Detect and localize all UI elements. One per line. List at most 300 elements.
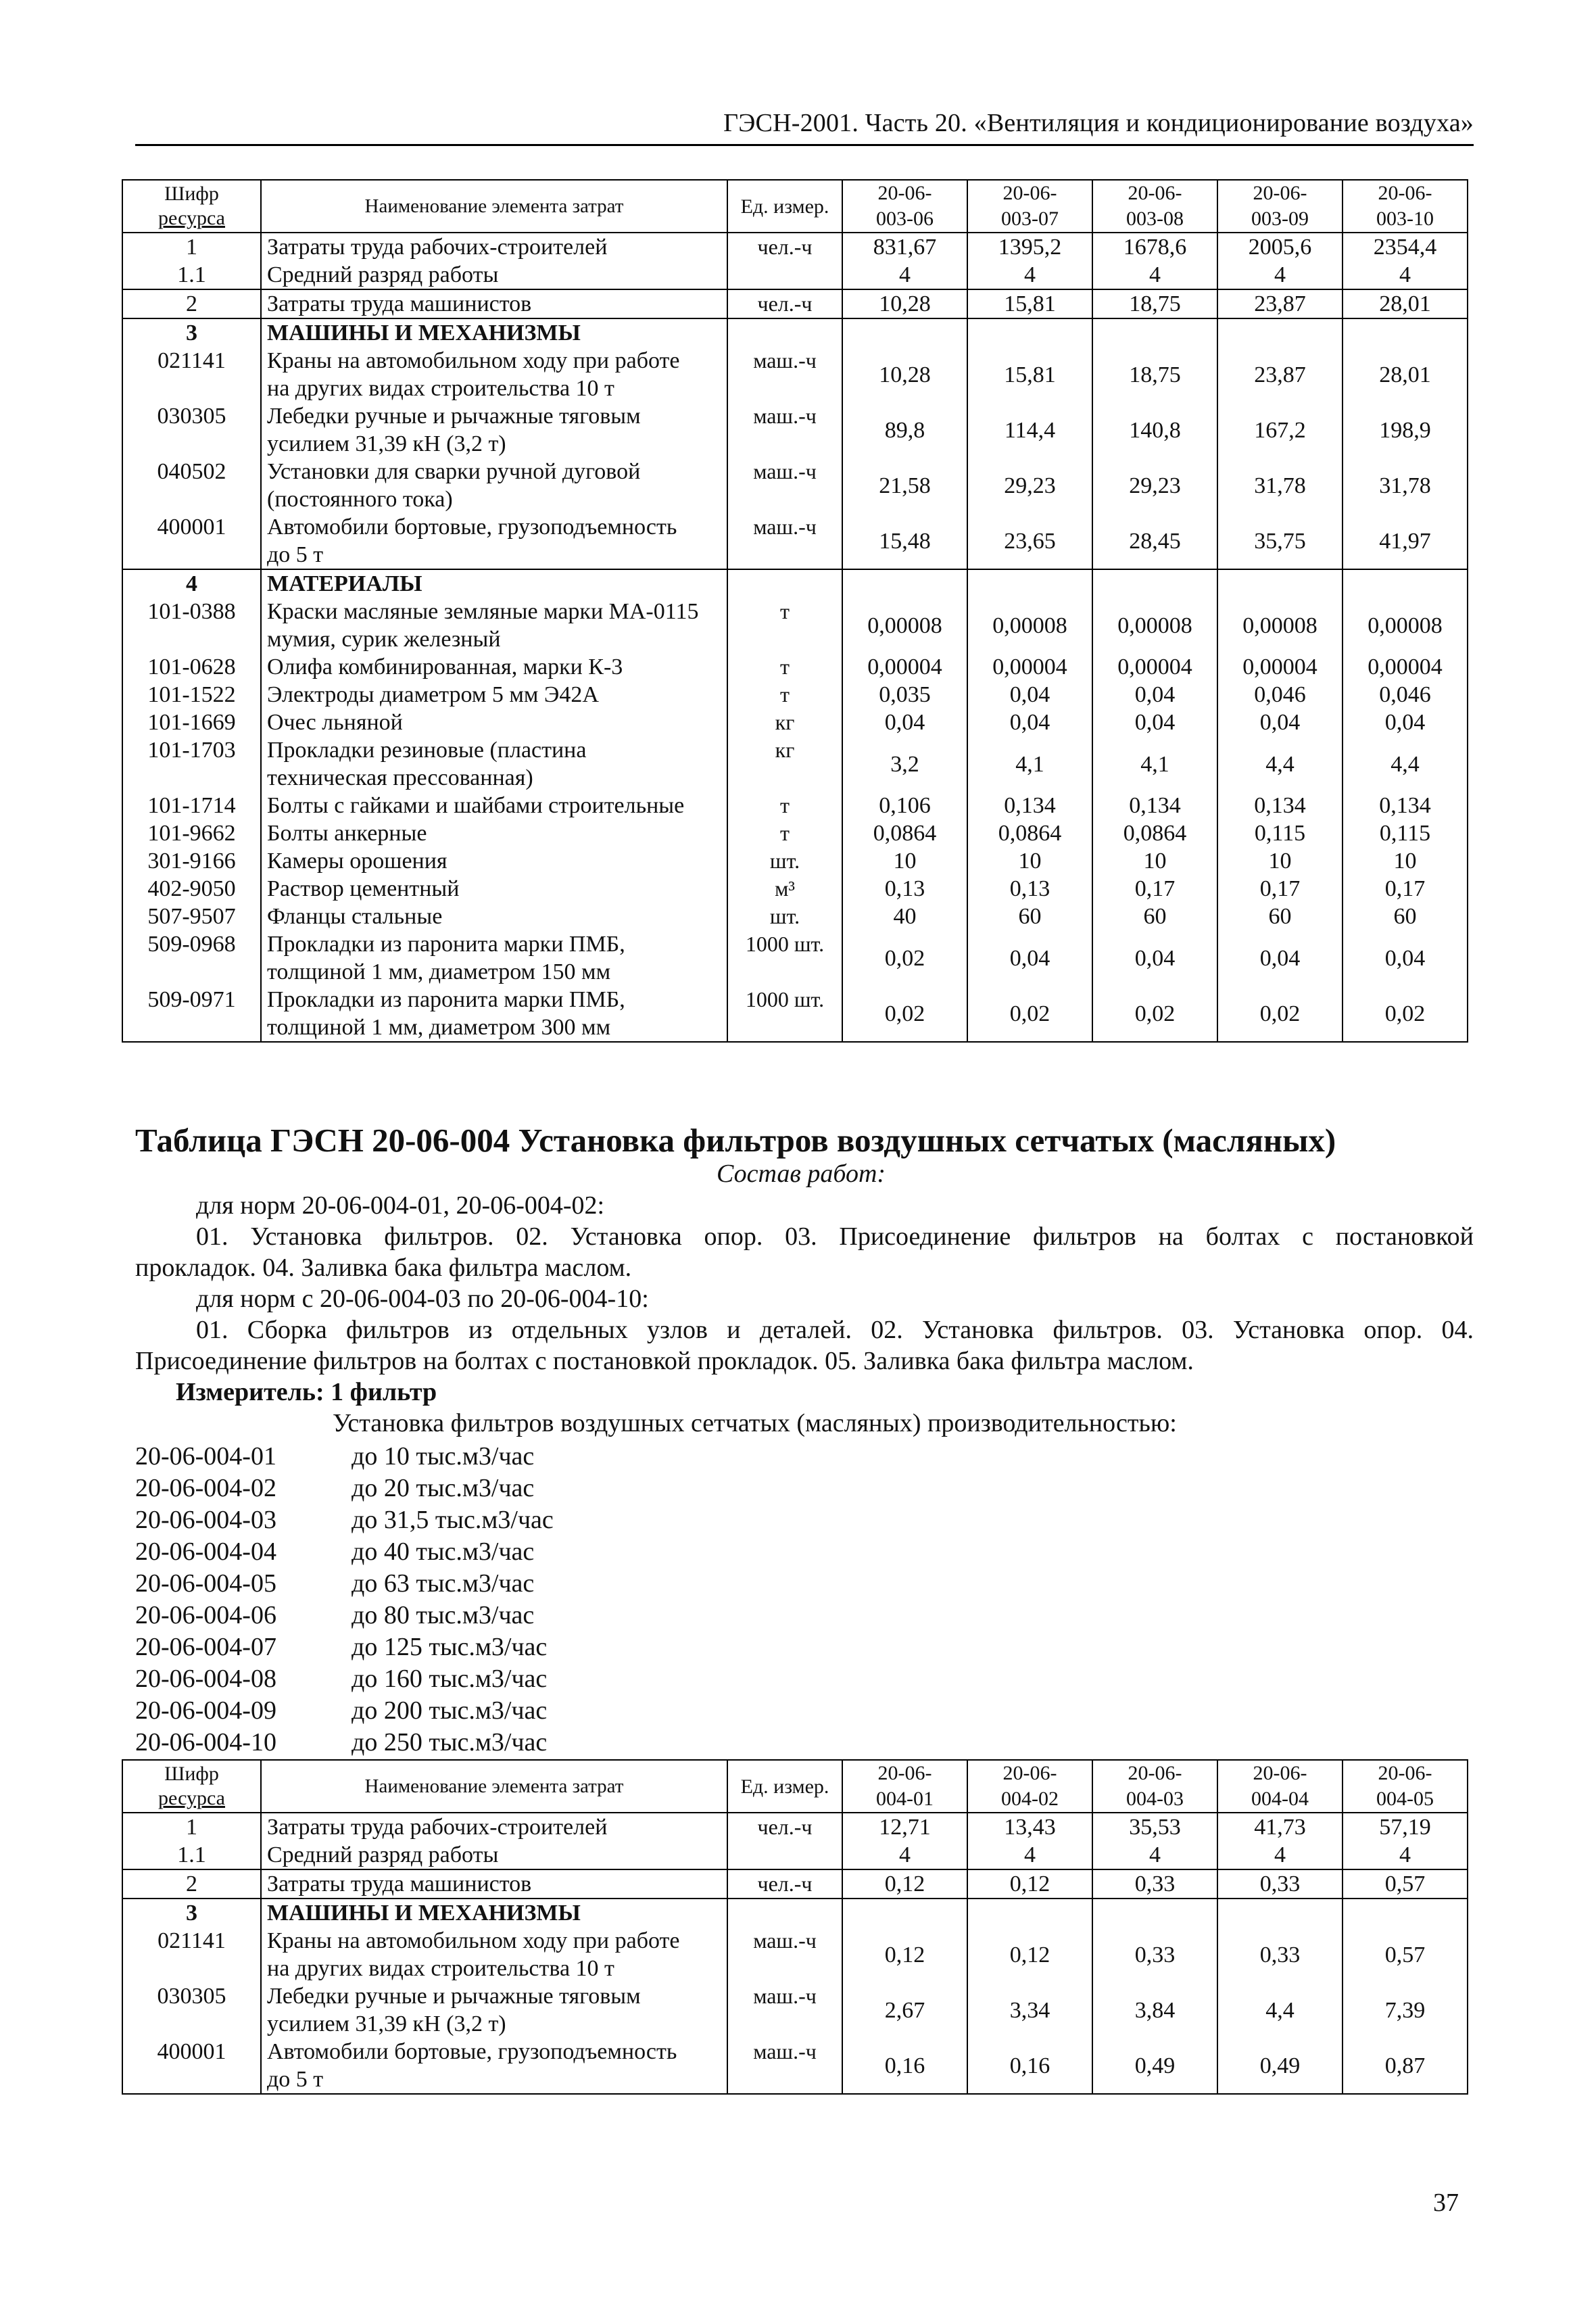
norm-value-cell: 15,81 [967,289,1092,318]
cost-element-name: Затраты труда машинистов [267,1871,532,1896]
cost-element-name: Автомобили бортовые, грузоподъемность [267,2039,677,2064]
header-norm-code-line2: 004-05 [1376,1788,1434,1810]
norm-value-cell: 4,1 [1092,736,1217,792]
table-row [122,458,1468,513]
norm-value-cell: 0,02 [1343,986,1468,1042]
table-row [122,736,1468,792]
norm-value-cell [1343,569,1468,598]
cost-element-name-cell [261,513,727,569]
header-norm-code-line1: 20-06- [1002,182,1057,204]
resource-code-cell: 101-0628 [122,653,261,681]
unit-cell: чел.-ч [727,289,842,318]
norm-value-cell [842,569,967,598]
resource-code-cell: 402-9050 [122,875,261,903]
cost-element-name-cell [261,261,727,289]
norm-value-cell: 3,2 [842,736,967,792]
norm-value-cell: 60 [967,903,1092,930]
norms-group-1-text: 01. Установка фильтров. 02. Установка опор. 03. Присоединение фильтров на болтах с постановкой [196,1222,1474,1251]
cost-element-name: Фланцы стальные [267,904,443,929]
unit-cell [727,1841,842,1869]
norm-code: 20-06-004-04 [135,1537,276,1566]
norm-value-cell: 35,53 [1092,1813,1217,1841]
norm-value-cell: 0,00008 [1092,598,1217,653]
norm-value-cell: 0,33 [1092,1869,1217,1899]
cost-element-name: Болты с гайками и шайбами строительные [267,793,685,818]
resource-code-cell: 021141 [122,347,261,402]
norms-group-2-label: для норм с 20-06-004-03 по 20-06-004-10: [196,1285,649,1313]
unit-cell [727,1899,842,1927]
header-norm-code-line1: 20-06- [1378,182,1432,204]
norm-value-cell: 10 [1092,847,1217,875]
table-row [122,1813,1468,1841]
norm-value-cell: 7,39 [1343,1982,1468,2038]
measure-unit: Измеритель: 1 фильтр [176,1378,437,1406]
norm-value-cell: 0,00008 [1343,598,1468,653]
norm-value-cell: 10 [967,847,1092,875]
norm-value-cell: 60 [1092,903,1217,930]
norm-value-cell: 89,8 [842,402,967,458]
header-cost-element-name: Наименование элемента затрат [261,180,727,233]
norm-value-cell: 0,57 [1343,1869,1468,1899]
cost-element-name-cell [261,347,727,402]
unit-cell: маш.-ч [727,347,842,402]
norms-group-1-label: для норм 20-06-004-01, 20-06-004-02: [196,1191,605,1220]
header-norm-code [1092,180,1217,233]
norm-value-cell [1092,318,1217,347]
norm-value-cell: 0,00008 [842,598,967,653]
resource-code-cell: 507-9507 [122,903,261,930]
norm-value-cell: 10 [842,847,967,875]
cost-element-name-cell [261,569,727,598]
cost-element-name-cell [261,1841,727,1869]
norm-value-cell: 60 [1217,903,1343,930]
norm-value-cell: 0,00004 [1343,653,1468,681]
norm-value-cell: 0,04 [1343,930,1468,986]
resource-code-cell: 400001 [122,2038,261,2094]
norm-value-cell: 0,04 [967,681,1092,709]
unit-cell: 1000 шт. [727,986,842,1042]
norm-value-cell: 2,67 [842,1982,967,2038]
norm-value-cell: 0,035 [842,681,967,709]
norms-intro: Установка фильтров воздушных сетчатых (масляных) производительностью: [333,1409,1177,1437]
norm-value-cell: 140,8 [1092,402,1217,458]
norm-value-cell: 4,1 [967,736,1092,792]
norm-value-cell [1092,1899,1217,1927]
cost-element-name-cell [261,819,727,847]
table-row [122,1841,1468,1869]
page-number: 37 [1433,2189,1459,2217]
cost-element-name-cell [261,709,727,736]
norm-value-cell: 198,9 [1343,402,1468,458]
unit-cell: т [727,653,842,681]
cost-element-name-cont: толщиной 1 мм, диаметром 150 мм [267,959,611,984]
norm-value-cell: 31,78 [1343,458,1468,513]
norm-value-cell: 4 [1343,1841,1468,1869]
norm-value-cell: 0,115 [1217,819,1343,847]
norm-code: 20-06-004-10 [135,1728,276,1757]
cost-element-name-cell [261,736,727,792]
norm-value-cell: 4 [1092,1841,1217,1869]
norm-value-cell: 40 [842,903,967,930]
norm-value-cell: 4 [967,1841,1092,1869]
header-norm-code-line2: 004-02 [1001,1788,1059,1810]
norm-value-cell: 4,4 [1343,736,1468,792]
resource-code-cell: 101-1669 [122,709,261,736]
unit-cell: 1000 шт. [727,930,842,986]
norm-value-cell: 0,87 [1343,2038,1468,2094]
header-norm-code-line1: 20-06- [877,182,932,204]
norm-value-cell: 18,75 [1092,289,1217,318]
norm-value-cell: 0,33 [1217,1869,1343,1899]
cost-element-name-cont: до 5 т [267,542,324,567]
norm-value-cell: 0,106 [842,792,967,819]
norm-value-cell: 0,115 [1343,819,1468,847]
table-row [122,2038,1468,2094]
norm-value-cell: 57,19 [1343,1813,1468,1841]
table-row [122,792,1468,819]
norm-value-cell [1092,569,1217,598]
resource-code-cell: 101-1522 [122,681,261,709]
norm-value-cell: 0,00004 [1092,653,1217,681]
norm-description: до 160 тыс.м3/час [352,1665,548,1693]
norms-group-2-text: 01. Сборка фильтров из отдельных узлов и деталей. 02. Установка фильтров. 03. Установка опор. 04. [196,1316,1474,1344]
table-row [122,402,1468,458]
cost-element-name: Болты анкерные [267,821,427,846]
norm-value-cell: 0,00008 [967,598,1092,653]
norm-value-cell: 4 [842,1841,967,1869]
table-row [122,986,1468,1042]
norm-description: до 80 тыс.м3/час [352,1601,535,1629]
cost-element-name-cont: до 5 т [267,2067,324,2092]
norm-value-cell: 60 [1343,903,1468,930]
table-row [122,513,1468,569]
cost-element-name-cell [261,875,727,903]
norm-value-cell: 0,02 [1092,986,1217,1042]
table-header-row [122,1760,1468,1813]
norm-value-cell: 4,4 [1217,1982,1343,2038]
norm-value-cell: 0,0864 [1092,819,1217,847]
header-norm-code-line1: 20-06- [1253,182,1307,204]
norm-value-cell: 0,04 [1092,681,1217,709]
table-row [122,1982,1468,2038]
norm-value-cell: 15,81 [967,347,1092,402]
resource-code-cell: 4 [122,569,261,598]
unit-cell: т [727,792,842,819]
norm-value-cell: 0,12 [967,1869,1092,1899]
header-code-line2: ресурса [158,1787,225,1809]
norm-value-cell: 1678,6 [1092,233,1217,261]
norm-value-cell [1217,569,1343,598]
cost-element-name-cell [261,847,727,875]
norm-value-cell: 0,04 [1217,709,1343,736]
norm-value-cell: 28,01 [1343,347,1468,402]
cost-element-name-cont: на других видах строительства 10 т [267,1956,614,1981]
header-norm-code [842,1760,967,1813]
norm-value-cell: 0,17 [1217,875,1343,903]
unit-cell: шт. [727,903,842,930]
norm-value-cell: 10,28 [842,289,967,318]
norm-value-cell: 12,71 [842,1813,967,1841]
norm-value-cell: 2005,6 [1217,233,1343,261]
table-row [122,289,1468,318]
resource-code-cell: 030305 [122,402,261,458]
norm-value-cell: 4 [842,261,967,289]
cost-element-name-cell [261,1813,727,1841]
resource-code-cell: 101-1714 [122,792,261,819]
cost-element-name-cell [261,653,727,681]
norm-value-cell: 0,00004 [842,653,967,681]
norm-value-cell: 23,65 [967,513,1092,569]
norm-value-cell: 0,33 [1217,1927,1343,1982]
cost-element-name-cell [261,402,727,458]
resource-code-cell: 3 [122,318,261,347]
norm-description: до 200 тыс.м3/час [352,1696,548,1725]
resource-code-cell: 101-9662 [122,819,261,847]
norm-description: до 31,5 тыс.м3/час [352,1506,554,1534]
norm-description: до 63 тыс.м3/час [352,1569,535,1598]
unit-cell [727,261,842,289]
unit-cell: т [727,819,842,847]
norm-value-cell: 23,87 [1217,347,1343,402]
resource-code-cell: 021141 [122,1927,261,1982]
header-code-line1: Шифр [164,183,219,205]
norm-value-cell [967,569,1092,598]
norm-value-cell: 0,13 [967,875,1092,903]
cost-element-name-cell [261,318,727,347]
header-norm-code [1217,1760,1343,1813]
unit-cell [727,569,842,598]
norm-value-cell [1343,1899,1468,1927]
norm-description: до 20 тыс.м3/час [352,1474,535,1502]
cost-element-name-cell [261,986,727,1042]
norm-value-cell: 0,04 [1092,709,1217,736]
norm-value-cell: 0,04 [967,709,1092,736]
cost-element-name-cell [261,1899,727,1927]
norm-value-cell: 0,046 [1217,681,1343,709]
header-norm-code [1217,180,1343,233]
header-norm-code-line2: 003-07 [1001,208,1059,230]
cost-element-name: Электроды диаметром 5 мм Э42А [267,682,599,707]
unit-cell: маш.-ч [727,1982,842,2038]
norm-value-cell [1217,1899,1343,1927]
header-norm-code-line1: 20-06- [1128,1762,1182,1784]
norm-description: до 125 тыс.м3/час [352,1633,548,1661]
norm-value-cell: 0,0864 [842,819,967,847]
norm-value-cell: 23,87 [1217,289,1343,318]
cost-element-name: Очес льняной [267,710,403,735]
unit-cell: т [727,598,842,653]
norm-value-cell: 2354,4 [1343,233,1468,261]
header-norm-code-line2: 004-01 [876,1788,934,1810]
cost-element-name-cell [261,2038,727,2094]
header-norm-code-line1: 20-06- [1002,1762,1057,1784]
table-row [122,1927,1468,1982]
resource-code-cell: 040502 [122,458,261,513]
norm-value-cell: 0,00004 [967,653,1092,681]
table-row [122,819,1468,847]
cost-element-name: Лебедки ручные и рычажные тяговым [267,404,641,429]
norm-value-cell: 0,134 [967,792,1092,819]
header-norm-code [967,180,1092,233]
header-resource-code [122,180,261,233]
norm-description: до 10 тыс.м3/час [352,1442,535,1471]
header-norm-code-line1: 20-06- [1378,1762,1432,1784]
norm-value-cell: 0,02 [1217,986,1343,1042]
cost-element-name: МАШИНЫ И МЕХАНИЗМЫ [267,1901,581,1926]
header-unit: Ед. измер. [727,180,842,233]
cost-element-name-cont: усилием 31,39 кН (3,2 т) [267,2011,506,2036]
cost-element-name: Средний разряд работы [267,1842,499,1867]
cost-element-name-cont: толщиной 1 мм, диаметром 300 мм [267,1015,611,1040]
norm-value-cell: 0,02 [967,986,1092,1042]
norm-value-cell: 0,12 [842,1869,967,1899]
norm-value-cell: 4 [1343,261,1468,289]
header-unit: Ед. измер. [727,1760,842,1813]
section-title: Таблица ГЭСН 20-06-004 Установка фильтров воздушных сетчатых (масляных) [135,1122,1336,1159]
header-norm-code-line2: 003-06 [876,208,934,230]
cost-element-name: Установки для сварки ручной дуговой [267,459,641,484]
norm-value-cell: 0,0864 [967,819,1092,847]
norm-value-cell: 0,16 [967,2038,1092,2094]
norm-value-cell: 0,12 [842,1927,967,1982]
cost-element-name: Олифа комбинированная, марки К-3 [267,654,623,679]
norm-value-cell: 4 [1092,261,1217,289]
norm-value-cell: 0,57 [1343,1927,1468,1982]
header-code-line1: Шифр [164,1763,219,1785]
header-norm-code-line1: 20-06- [1253,1762,1307,1784]
norm-value-cell: 114,4 [967,402,1092,458]
table-row [122,847,1468,875]
norm-value-cell: 29,23 [1092,458,1217,513]
unit-cell: кг [727,736,842,792]
table-row [122,709,1468,736]
cost-element-name: Краны на автомобильном ходу при работе [267,348,680,373]
cost-element-name-cell [261,930,727,986]
cost-element-name: Камеры орошения [267,849,448,874]
unit-cell: маш.-ч [727,402,842,458]
norm-value-cell [967,1899,1092,1927]
unit-cell: т [727,681,842,709]
norm-value-cell: 4 [1217,261,1343,289]
table-row [122,598,1468,653]
norm-value-cell: 3,34 [967,1982,1092,2038]
cost-element-name: Краски масляные земляные марки МА-0115 [267,599,699,624]
unit-cell: маш.-ч [727,2038,842,2094]
cost-element-name: Лебедки ручные и рычажные тяговым [267,1984,641,2009]
norm-value-cell: 167,2 [1217,402,1343,458]
cost-element-name: Прокладки резиновые (пластина [267,738,587,763]
cost-element-name: Затраты труда рабочих-строителей [267,1815,608,1840]
header-norm-code-line2: 003-09 [1251,208,1309,230]
unit-cell: маш.-ч [727,513,842,569]
norms-group-2-text-cont: Присоединение фильтров на болтах с постановкой прокладок. 05. Заливка бака фильтра маслом. [135,1347,1194,1375]
table-row [122,261,1468,289]
norm-code: 20-06-004-05 [135,1569,276,1598]
norm-value-cell: 3,84 [1092,1982,1217,2038]
norm-value-cell: 0,04 [967,930,1092,986]
norm-value-cell: 0,16 [842,2038,967,2094]
unit-cell: чел.-ч [727,233,842,261]
table-row [122,1899,1468,1927]
table-row [122,318,1468,347]
norm-description: до 250 тыс.м3/час [352,1728,548,1757]
resource-code-cell: 3 [122,1899,261,1927]
cost-element-name-cell [261,289,727,318]
cost-element-name: МАШИНЫ И МЕХАНИЗМЫ [267,320,581,345]
norm-value-cell: 0,02 [842,930,967,986]
cost-element-name-cell [261,458,727,513]
norm-value-cell: 0,17 [1343,875,1468,903]
resource-code-cell: 101-1703 [122,736,261,792]
cost-element-name-cell [261,903,727,930]
resource-code-cell: 400001 [122,513,261,569]
cost-element-name-cont: техническая прессованная) [267,765,533,790]
cost-element-name-cont: (постоянного тока) [267,487,453,512]
header-norm-code-line1: 20-06- [877,1762,932,1784]
norm-value-cell [1343,318,1468,347]
header-norm-code-line2: 004-03 [1126,1788,1184,1810]
norm-code: 20-06-004-08 [135,1665,276,1693]
header-norm-code-line2: 003-10 [1376,208,1434,230]
table-row [122,903,1468,930]
norm-value-cell: 0,00004 [1217,653,1343,681]
table-row [122,569,1468,598]
cost-element-name-cont: мумия, сурик железный [267,627,501,652]
cost-element-name-cell [261,233,727,261]
norm-value-cell: 35,75 [1217,513,1343,569]
resource-code-cell: 509-0968 [122,930,261,986]
norm-value-cell: 0,046 [1343,681,1468,709]
resource-code-cell: 1.1 [122,261,261,289]
norm-value-cell: 0,49 [1217,2038,1343,2094]
resource-code-cell: 2 [122,1869,261,1899]
norm-value-cell: 10 [1343,847,1468,875]
norm-value-cell [1217,318,1343,347]
norm-value-cell: 15,48 [842,513,967,569]
header-norm-code-line1: 20-06- [1128,182,1182,204]
resource-code-cell: 301-9166 [122,847,261,875]
unit-cell: маш.-ч [727,458,842,513]
cost-element-name: Затраты труда машинистов [267,291,532,316]
header-resource-code [122,1760,261,1813]
resource-code-cell: 2 [122,289,261,318]
cost-element-name-cell [261,792,727,819]
norms-group-1-text-cont: прокладок. 04. Заливка бака фильтра маслом. [135,1254,632,1282]
table-row [122,930,1468,986]
norm-value-cell: 0,00008 [1217,598,1343,653]
norm-value-cell: 0,17 [1092,875,1217,903]
unit-cell [727,318,842,347]
norm-value-cell [842,318,967,347]
norm-code: 20-06-004-01 [135,1442,276,1471]
cost-element-name: Прокладки из паронита марки ПМБ, [267,932,625,957]
resource-table-003 [122,179,1468,1043]
resource-code-cell: 1 [122,233,261,261]
norm-value-cell: 10 [1217,847,1343,875]
header-norm-code-line2: 003-08 [1126,208,1184,230]
norm-value-cell: 0,04 [842,709,967,736]
norm-code: 20-06-004-09 [135,1696,276,1725]
cost-element-name: Автомобили бортовые, грузоподъемность [267,515,677,540]
norm-value-cell [967,318,1092,347]
work-composition-label: Состав работ: [717,1160,886,1188]
cost-element-name: Прокладки из паронита марки ПМБ, [267,987,625,1012]
norm-value-cell: 18,75 [1092,347,1217,402]
norm-value-cell: 4 [1217,1841,1343,1869]
header-code-line2: ресурса [158,207,225,229]
cost-element-name-cell [261,1927,727,1982]
header-norm-code [1343,180,1468,233]
